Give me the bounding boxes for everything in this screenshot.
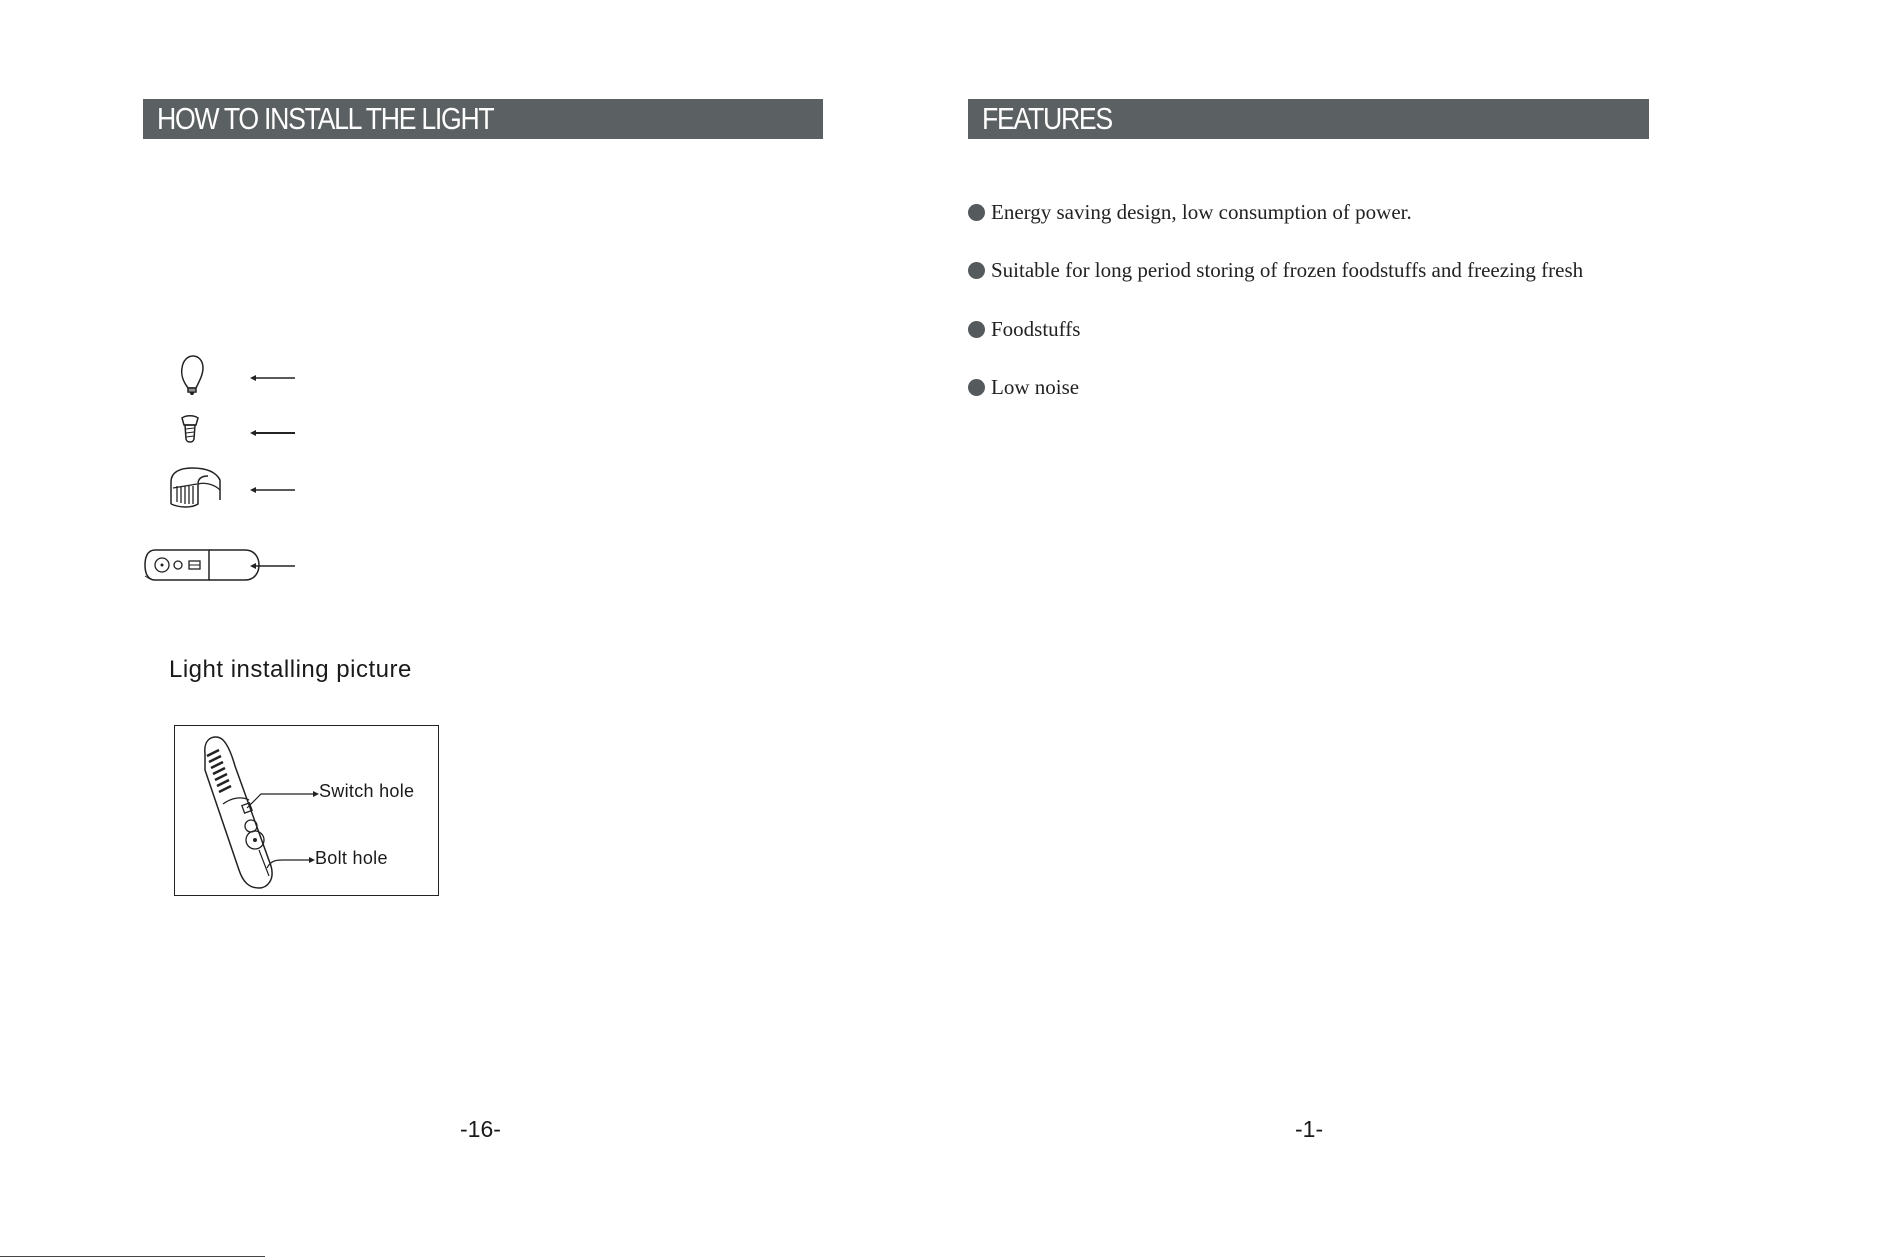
feature-item xyxy=(968,375,1079,400)
lamp-assembly-icon xyxy=(175,726,437,894)
feature-item xyxy=(968,258,1583,283)
arrow-icon xyxy=(250,485,296,495)
switch-hole-label: Switch hole xyxy=(319,781,415,801)
bullet-icon xyxy=(968,321,985,338)
bulb-icon xyxy=(178,354,208,396)
bullet-icon xyxy=(968,379,985,396)
footer-rule xyxy=(0,1256,265,1257)
bolt-hole-label: Bolt hole xyxy=(315,848,388,868)
features-header xyxy=(968,99,1649,139)
arrow-icon xyxy=(250,373,296,383)
bullet-icon xyxy=(968,262,985,279)
light-installing-figure xyxy=(174,725,439,896)
arrow-icon xyxy=(250,428,296,438)
lamp-housing-icon xyxy=(145,546,260,584)
feature-item xyxy=(968,317,1080,342)
features-header-text: FEATURES xyxy=(982,101,1112,136)
bolt-icon xyxy=(178,415,204,447)
feature-text: Suitable for long period storing of frozen foodstuffs and freezing fresh xyxy=(991,258,1584,282)
feature-text: Low noise xyxy=(991,375,1080,399)
install-light-header-text: HOW TO INSTALL THE LIGHT xyxy=(157,101,494,136)
feature-text: Energy saving design, low consumption of power. xyxy=(991,200,1412,224)
install-light-header xyxy=(143,99,823,139)
page-number-left: -16- xyxy=(460,1116,501,1142)
feature-text: Foodstuffs xyxy=(991,317,1081,341)
figure-caption: Light installing picture xyxy=(169,656,412,683)
page-number-right: -1- xyxy=(1295,1116,1324,1142)
bullet-icon xyxy=(968,204,985,221)
lamp-cover-icon xyxy=(168,466,224,510)
feature-item xyxy=(968,200,1412,225)
arrow-icon xyxy=(250,561,296,571)
